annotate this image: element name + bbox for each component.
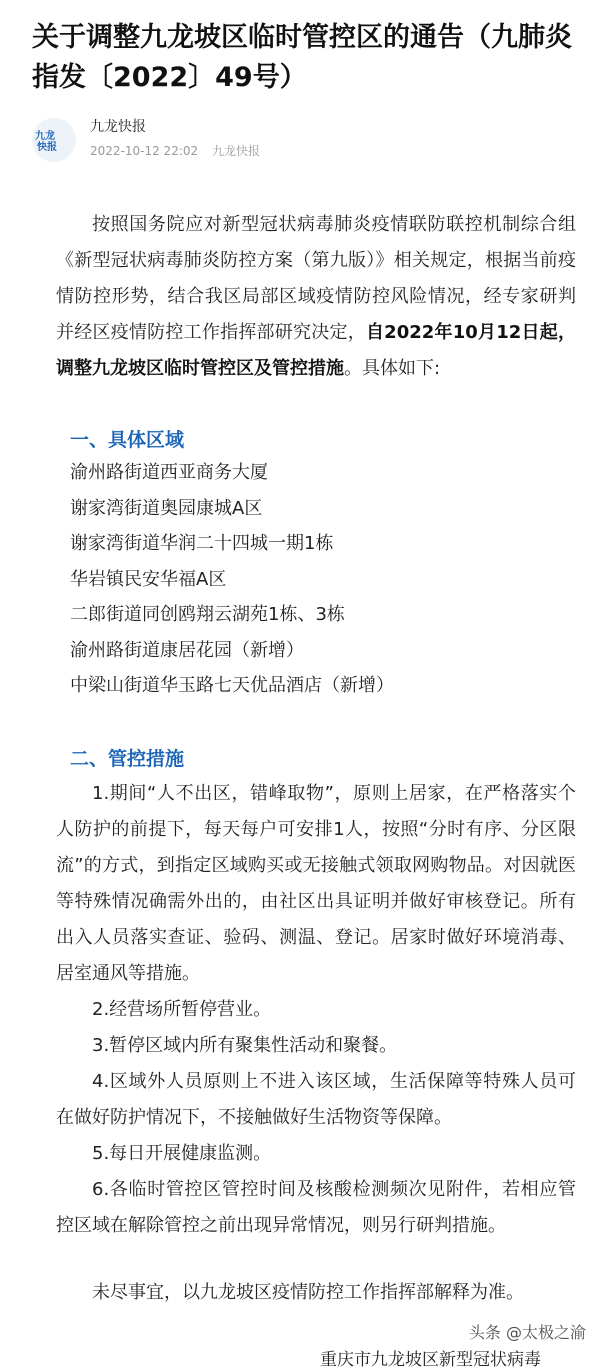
measure-item: 2.经营场所暂停营业。 [92, 999, 272, 1020]
area-item: 中梁山街道华玉路七天优品酒店（新增） [70, 675, 394, 696]
measure-item: 3.暂停区域内所有聚集性活动和聚餐。 [92, 1035, 398, 1056]
area-item: 谢家湾街道华润二十四城一期1栋 [70, 533, 334, 554]
measure-item: 6.各临时管控区管控时间及核酸检测频次见附件，若相应管控区域在解除管控之前出现异常情况，则另行研判措施。 [56, 1179, 576, 1236]
area-item: 二郎街道同创鸥翔云湖苑1栋、3栋 [70, 604, 345, 625]
signature-line: 重庆市九龙坡区新型冠状病毒 [320, 1350, 541, 1370]
intro-paragraph [56, 207, 576, 387]
publish-source: 九龙快报 [211, 144, 260, 158]
svg-text:快报: 快报 [37, 142, 57, 151]
measure-item: 1.期间“人不出区，错峰取物”，原则上居家，在严格落实个人防护的前提下，每天每户可安排1人，按照“分时有序、分区限流”的方式，到指定区域购买或无接触式领取网购物品。对因就医等特殊情况确需外出的，由社区出具证明并做好审核登记。所有出入人员落实查证、验码、测温、登记。居家时做好环境消毒、居室通风等措施。 [56, 783, 576, 984]
source-name[interactable]: 九龙快报 [90, 119, 146, 135]
article-title: 关于调整九龙坡区临时管控区的通告（九肺炎指发〔2022〕49号） [32, 22, 572, 93]
area-item: 谢家湾街道奥园康城A区 [70, 497, 263, 519]
measure-item: 4.区域外人员原则上不进入该区域，生活保障等特殊人员可在做好防护情况下，不接触做好生活物资等保障。 [56, 1071, 576, 1128]
section-heading-areas: 一、具体区域 [70, 429, 185, 451]
area-item: 华岩镇民安华福A区 [70, 568, 227, 590]
publish-time: 2022-10-12 22:02 [90, 144, 199, 158]
area-list [70, 455, 394, 704]
measures-list [56, 776, 576, 1244]
area-item: 渝州路街道康居花园（新增） [70, 639, 304, 661]
measure-item: 5.每日开展健康监测。 [92, 1143, 272, 1164]
area-item: 渝州路街道西亚商务大厦 [70, 462, 268, 483]
source-logo[interactable] [32, 118, 76, 162]
article-meta [90, 142, 260, 159]
closing-paragraph: 未尽事宜，以九龙坡区疫情防控工作指挥部解释为准。 [92, 1282, 524, 1303]
source-logo-icon [35, 129, 73, 151]
intro-bold-text: 自2022年10月12日起，调整九龙坡区临时管控区及管控措施 [56, 322, 577, 379]
intro-text-end: 。具体如下: [344, 358, 441, 379]
intro-text: 按照国务院应对新型冠状病毒肺炎疫情联防联控机制综合组《新型冠状病毒肺炎防控方案（第九版）》相关规定，根据当前疫情防控形势，结合我区局部区域疫情防控风险情况，经专家研判并经区疫情防控工作指挥部研究决定， [56, 214, 576, 343]
section-heading-measures: 二、管控措施 [70, 748, 185, 770]
watermark: 头条 @太极之渝 [468, 1323, 586, 1342]
svg-text:九龙: 九龙 [35, 131, 55, 142]
